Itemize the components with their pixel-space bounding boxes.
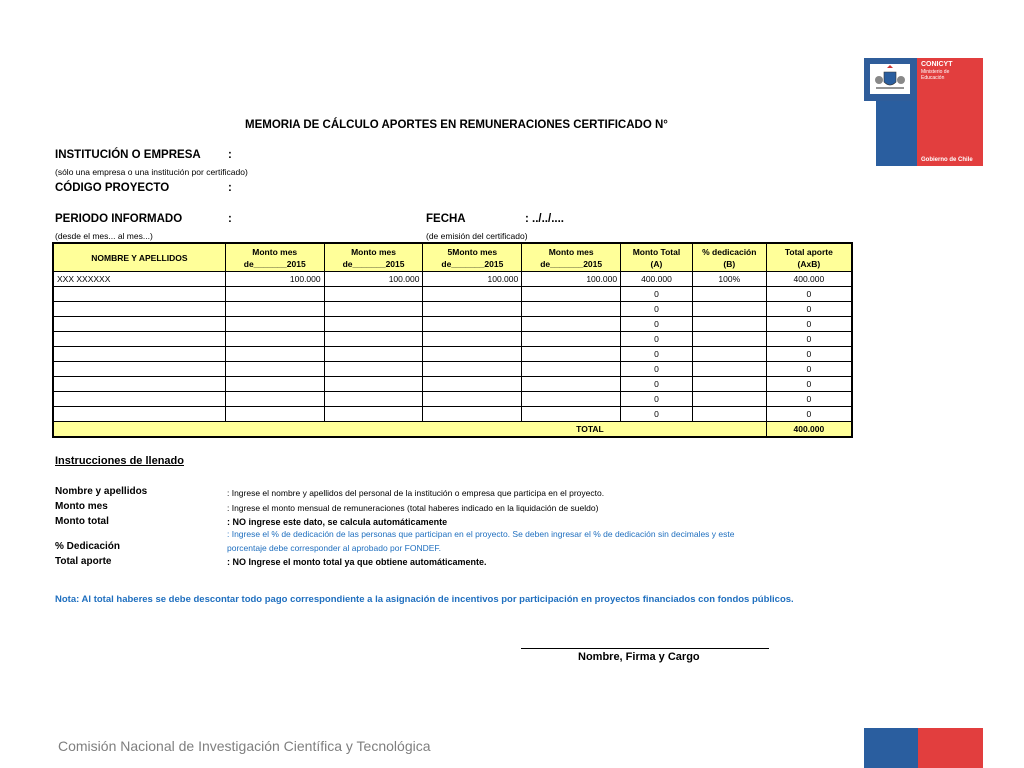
header-line: NOMBRE Y APELLIDOS: [91, 252, 188, 263]
table-cell: [324, 392, 423, 407]
table-cell: [53, 392, 225, 407]
table-cell: [522, 302, 621, 317]
table-cell: 100.000: [423, 272, 522, 287]
table-row: [53, 362, 852, 377]
table-cell: [522, 287, 621, 302]
logo-ministry-1: Ministerio de: [921, 69, 950, 75]
logo-ministry-2: Educación: [921, 75, 945, 81]
nota-text: Nota: Al total haberes se debe descontar todo pago correspondiente a la asignación de incentivos por participación en proyectos financiados con fondos públicos.: [55, 594, 794, 605]
footer-blue-bar: [864, 728, 918, 768]
conicyt-logo: [864, 58, 983, 166]
fecha-value: : ../../....: [525, 213, 564, 225]
table-cell: [423, 317, 522, 332]
table-row: [53, 332, 852, 347]
table-cell: 0: [766, 287, 852, 302]
table-cell: [522, 332, 621, 347]
header-line: de_______2015: [540, 258, 603, 269]
total-value: 400.000: [766, 422, 852, 438]
logo-brand: CONICYT Ministerio de Educación: [921, 61, 953, 81]
table-cell: [225, 377, 324, 392]
table-cell: 400.000: [766, 272, 852, 287]
table-cell: [522, 317, 621, 332]
table-cell: 0: [621, 377, 693, 392]
instr-label-nombre: Nombre y apellidos: [55, 486, 148, 497]
table-cell: 400.000: [621, 272, 693, 287]
table-cell: 0: [766, 377, 852, 392]
instr-label-dedicacion: % Dedicación: [55, 541, 121, 552]
table-cell: [324, 407, 423, 422]
remuneraciones-table: [52, 242, 853, 438]
table-cell: 0: [621, 302, 693, 317]
table-header-cell: [522, 243, 621, 272]
header-line: Monto Total: [632, 246, 681, 257]
table-cell: [324, 362, 423, 377]
table-cell: [53, 287, 225, 302]
table-cell: [423, 377, 522, 392]
total-label: TOTAL: [53, 422, 766, 438]
header-line: de_______2015: [342, 258, 405, 269]
fecha-label: FECHA: [426, 213, 466, 225]
codigo-colon: :: [228, 182, 232, 194]
table-cell: [53, 317, 225, 332]
table-cell: XXX XXXXXX: [53, 272, 225, 287]
table-cell: [53, 377, 225, 392]
table-cell: 0: [766, 362, 852, 377]
header-line: (A): [650, 258, 663, 269]
periodo-colon: :: [228, 213, 232, 225]
table-cell: [324, 302, 423, 317]
table-cell: [423, 362, 522, 377]
table-header-cell: [324, 243, 423, 272]
table-cell: [53, 302, 225, 317]
table-header-cell: [423, 243, 522, 272]
table-header-row: [53, 243, 852, 272]
header-line: % dedicación: [702, 246, 757, 257]
table-cell: [225, 317, 324, 332]
table-cell: [423, 407, 522, 422]
codigo-label: CÓDIGO PROYECTO: [55, 182, 170, 194]
table-row: [53, 317, 852, 332]
signature-line: [521, 648, 769, 649]
table-row: [53, 392, 852, 407]
table-cell: 100.000: [522, 272, 621, 287]
instr-label-monto-total: Monto total: [55, 516, 109, 527]
header-line: (AxB): [797, 258, 821, 269]
table-cell: 0: [766, 317, 852, 332]
periodo-label: PERIODO INFORMADO: [55, 213, 183, 225]
table-cell: [692, 347, 766, 362]
table-header-cell: [53, 243, 225, 272]
table-cell: [324, 332, 423, 347]
table-header-cell: [225, 243, 324, 272]
table-header-cell: [692, 243, 766, 272]
periodo-note: (desde el mes... al mes...): [55, 231, 153, 241]
table-header-cell: [766, 243, 852, 272]
table-cell: [692, 332, 766, 347]
institucion-note: (sólo una empresa o una institución por certificado): [55, 167, 248, 177]
header-line: 5Monto mes: [447, 246, 498, 257]
table-cell: [692, 362, 766, 377]
table-cell: [692, 317, 766, 332]
header-line: de_______2015: [441, 258, 504, 269]
header-line: Total aporte: [784, 246, 833, 257]
table-cell: [324, 347, 423, 362]
table-cell: 0: [621, 362, 693, 377]
table-cell: [692, 302, 766, 317]
institucion-label: INSTITUCIÓN O EMPRESA: [55, 149, 201, 161]
table-cell: [522, 392, 621, 407]
table-cell: [522, 407, 621, 422]
table-cell: [692, 392, 766, 407]
instr-text-dedicacion-1: : Ingrese el % de dedicación de las personas que participan en el proyecto. Se deben ingresar el % de dedicación sin decimales y este: [227, 529, 735, 539]
instr-label-monto-mes: Monto mes: [55, 501, 108, 512]
coat-of-arms-icon: [870, 64, 910, 94]
table-cell: [324, 317, 423, 332]
table-cell: [225, 392, 324, 407]
logo-gobierno: Gobierno de Chile: [921, 157, 973, 163]
table-row: [53, 272, 852, 287]
instr-text-monto-mes: : Ingrese el monto mensual de remuneraciones (total haberes indicado en la liquidación de sueldo): [227, 503, 599, 513]
footer-text: Comisión Nacional de Investigación Científica y Tecnológica: [58, 738, 431, 754]
table-header-cell: [621, 243, 693, 272]
table-cell: 0: [621, 287, 693, 302]
table-cell: [324, 287, 423, 302]
table-cell: 0: [621, 317, 693, 332]
table-cell: [225, 347, 324, 362]
header-line: (B): [723, 258, 736, 269]
table-cell: [225, 302, 324, 317]
document-title: MEMORIA DE CÁLCULO APORTES EN REMUNERACIONES CERTIFICADO N°: [245, 119, 668, 131]
table-cell: [53, 362, 225, 377]
table-row: [53, 287, 852, 302]
header-line: de_______2015: [243, 258, 306, 269]
table-row: [53, 377, 852, 392]
instr-text-monto-total: : NO ingrese este dato, se calcula automáticamente: [227, 517, 448, 527]
table-cell: [225, 287, 324, 302]
table-cell: 0: [621, 407, 693, 422]
table-cell: 0: [621, 332, 693, 347]
institucion-colon: :: [228, 149, 232, 161]
table-cell: 0: [621, 392, 693, 407]
header-line: Monto mes: [351, 246, 396, 257]
table-cell: 0: [766, 332, 852, 347]
table-row: [53, 407, 852, 422]
table-cell: [423, 332, 522, 347]
table-cell: [692, 287, 766, 302]
table-cell: [324, 377, 423, 392]
table-cell: [522, 347, 621, 362]
table-cell: [225, 332, 324, 347]
table-cell: 100%: [692, 272, 766, 287]
table-cell: 100.000: [225, 272, 324, 287]
table-cell: [423, 347, 522, 362]
table-row: [53, 347, 852, 362]
table-cell: [53, 347, 225, 362]
table-cell: [225, 407, 324, 422]
table-cell: [423, 302, 522, 317]
table-cell: 0: [766, 407, 852, 422]
table-cell: [225, 362, 324, 377]
instr-text-total-aporte: : NO Ingrese el monto total ya que obtiene automáticamente.: [227, 557, 487, 567]
footer-red-bar: [918, 728, 983, 768]
table-cell: [53, 407, 225, 422]
table-cell: [423, 287, 522, 302]
table-cell: [53, 332, 225, 347]
instr-label-total-aporte: Total aporte: [55, 556, 112, 567]
table-row: [53, 302, 852, 317]
logo-blue-block: [876, 101, 917, 166]
table-cell: [423, 392, 522, 407]
instr-text-nombre: : Ingrese el nombre y apellidos del personal de la institución o empresa que participa en el proyecto.: [227, 488, 605, 498]
table-cell: 0: [766, 347, 852, 362]
header-line: Monto mes: [548, 246, 594, 257]
table-cell: 0: [766, 302, 852, 317]
table-cell: [692, 377, 766, 392]
instr-text-dedicacion-2: porcentaje debe corresponder al aprobado por FONDEF.: [227, 543, 442, 553]
fecha-note: (de emisión del certificado): [426, 231, 528, 241]
table-cell: [692, 407, 766, 422]
signature-label: Nombre, Firma y Cargo: [578, 651, 700, 663]
header-line: Monto mes: [252, 246, 298, 257]
table-cell: [522, 377, 621, 392]
instructions-heading: Instrucciones de llenado: [55, 455, 184, 467]
table-cell: 100.000: [324, 272, 423, 287]
table-total-row: [53, 422, 852, 438]
table-cell: [522, 362, 621, 377]
table-cell: 0: [766, 392, 852, 407]
table-cell: 0: [621, 347, 693, 362]
